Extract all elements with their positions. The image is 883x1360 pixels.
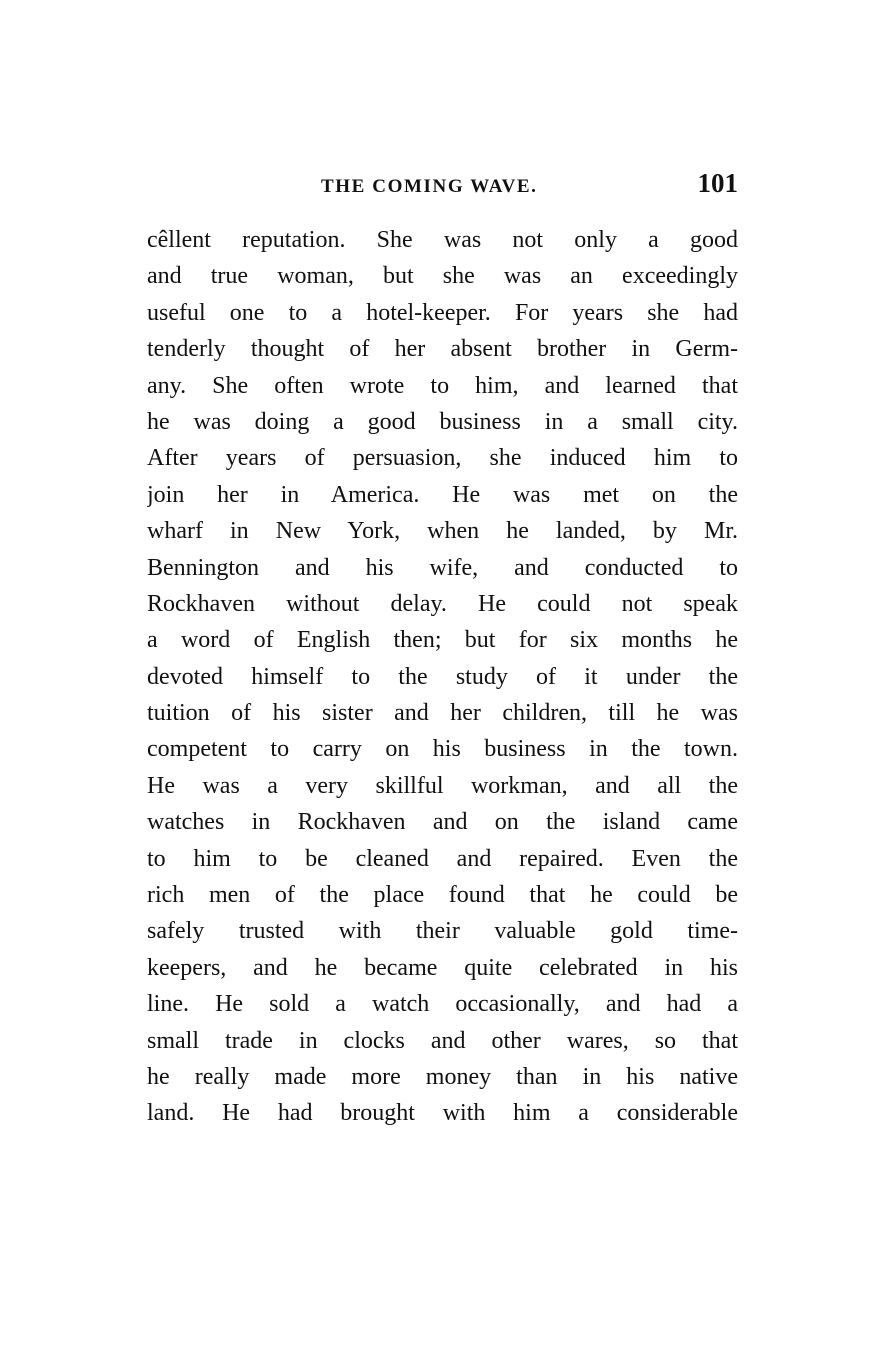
text-line: devoted himself to the study of it under the [147,663,738,690]
text-line: wharf in New York, when he landed, by Mr. [147,518,738,545]
page-number: 101 [697,168,738,198]
text-line: After years of persuasion, she induced him to [147,445,738,472]
text-line: to him to be cleaned and repaired. Even the [147,845,738,872]
running-head [147,168,738,208]
text-line: competent to carry on his business in the town. [147,736,738,763]
text-line: a word of English then; but for six months he [147,627,738,654]
text-line: keepers, and he became quite celebrated in his [147,954,738,981]
text-line: Rockhaven without delay. He could not speak [147,590,738,617]
body-text [147,222,738,1132]
text-line: Bennington and his wife, and conducted to [147,554,738,581]
text-line: useful one to a hotel-keeper. For years she had [147,299,738,326]
text-line: join her in America. He was met on the [147,481,738,508]
text-line: safely trusted with their valuable gold time- [147,918,738,945]
text-line: line. He sold a watch occasionally, and had a [147,991,738,1018]
running-title: THE COMING WAVE. [321,176,538,197]
text-line: small trade in clocks and other wares, so that [147,1027,738,1054]
text-line: cêllent reputation. She was not only a good [147,227,738,253]
text-line: rich men of the place found that he could be [147,882,738,909]
text-line: he was doing a good business in a small city. [147,408,738,435]
text-line: any. She often wrote to him, and learned that [147,372,738,399]
text-line: He was a very skillful workman, and all the [147,772,738,799]
text-line: he really made more money than in his native [147,1063,738,1090]
text-line: tenderly thought of her absent brother in Germ- [147,336,738,363]
text-line: watches in Rockhaven and on the island came [147,809,738,836]
text-line: land. He had brought with him a considerable [147,1100,738,1127]
text-line: and true woman, but she was an exceedingly [147,263,738,290]
text-line: tuition of his sister and her children, till he was [147,700,738,727]
